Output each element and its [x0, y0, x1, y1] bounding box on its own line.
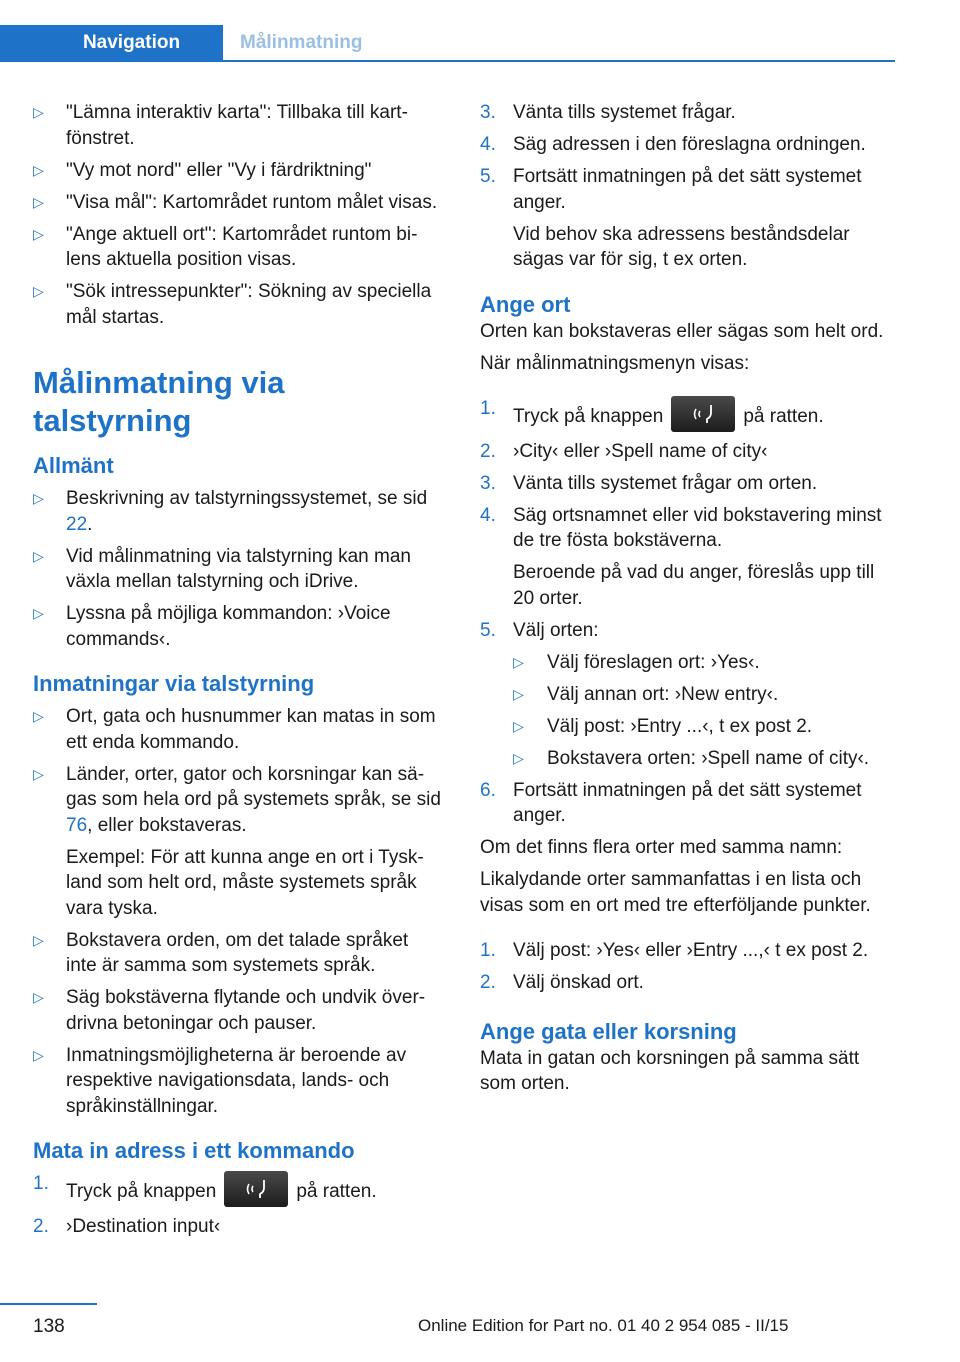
- triangle-bullet-icon: ▷: [513, 685, 524, 702]
- left-column: [33, 100, 443, 1246]
- list-item: ▷ "Ange aktuell ort": Kartområdet runtom bilens aktuella position visas.: [33, 223, 418, 270]
- tab-navigation[interactable]: Navigation: [0, 25, 223, 60]
- triangle-bullet-icon: ▷: [33, 547, 44, 564]
- list-item: ▷ "Lämna interaktiv karta": Tillbaka till kartfönstret.: [33, 102, 408, 149]
- footer-rule: [0, 1303, 97, 1305]
- list-item: ▷ "Sök intressepunkter": Sökning av speciella mål startas.: [33, 281, 432, 328]
- triangle-bullet-icon: ▷: [33, 931, 44, 948]
- triangle-bullet-icon: ▷: [513, 653, 524, 670]
- subsection-ange-gata: Ange gata eller korsning: [480, 1018, 737, 1044]
- triangle-bullet-icon: ▷: [33, 283, 44, 299]
- list-item: ▷ Länder, orter, gator och korsningar kan sägas som hela ord på systemets språk, se sid 76, eller bokstaveras. Exempel: För att kunna ange en ort i Tyskland som helt ord, måste systemets språk vara tyska.: [33, 763, 441, 919]
- list-item: ▷ Välj annan ort: ›New entry‹.: [513, 682, 900, 708]
- paragraph: Likalydande orter sammanfattas i en lista och visas som en ort med tre efterföljande punkter.: [480, 869, 871, 916]
- triangle-bullet-icon: ▷: [513, 749, 524, 766]
- step-item: 3. Vänta tills systemet frågar.: [480, 102, 736, 123]
- triangle-bullet-icon: ▷: [33, 708, 44, 724]
- triangle-bullet-icon: ▷: [33, 605, 44, 621]
- list-item: ▷ "Visa mål": Kartområdet runtom målet visas.: [33, 190, 443, 216]
- triangle-bullet-icon: ▷: [33, 1046, 44, 1063]
- subsection-mata-in: Mata in adress i ett kommando: [33, 1138, 355, 1163]
- step-item: 2. ›Destination input‹: [33, 1215, 221, 1237]
- step-item: 5. Fortsätt inmatningen på det sätt systemet anger. Vid behov ska adressens beståndsdelar sägas var för sig, t ex orten.: [480, 166, 862, 270]
- step-item: 1. Tryck på knappen på ratten.: [480, 396, 900, 432]
- triangle-bullet-icon: ▷: [33, 104, 44, 120]
- triangle-bullet-icon: ▷: [33, 989, 44, 1005]
- right-column: [480, 100, 900, 1103]
- step-item: 4. Säg adressen i den föreslagna ordningen.: [480, 134, 866, 155]
- triangle-bullet-icon: ▷: [33, 193, 44, 210]
- triangle-bullet-icon: ▷: [33, 765, 44, 782]
- tab-malinmatning[interactable]: Målinmatning: [240, 31, 363, 53]
- list-item: ▷ Välj post: ›Entry ...‹, t ex post 2.: [513, 714, 900, 740]
- subsection-allmant: Allmänt: [33, 453, 114, 478]
- list-item: ▷ Ort, gata och husnummer kan matas in som ett enda kommando.: [33, 706, 436, 753]
- list-item: ▷ Vid målinmatning via talstyrning kan man växla mellan talstyrning och iDrive.: [33, 545, 411, 592]
- step-item: 2. Välj önskad ort.: [480, 972, 644, 993]
- page-header: [0, 0, 895, 62]
- step-item: 3. Vänta tills systemet frågar om orten.: [480, 472, 818, 494]
- triangle-bullet-icon: ▷: [33, 161, 44, 178]
- list-item: ▷ Bokstavera orden, om det talade språket inte är samma som systemets språk.: [33, 929, 409, 976]
- paragraph: Om det finns flera orter med samma namn:: [480, 837, 843, 858]
- list-item: ▷ Beskrivning av talstyrningssystemet, se sid 22.: [33, 488, 428, 535]
- step-item: 2. ›City‹ eller ›Spell name of city‹: [480, 440, 768, 462]
- list-item: ▷ Inmatningsmöjligheterna är beroende av respektive navigationsdata, lands- och språkinställningar.: [33, 1044, 407, 1117]
- triangle-bullet-icon: ▷: [33, 490, 44, 506]
- subsection-inmatningar: Inmatningar via talstyrning: [33, 671, 315, 696]
- subsection-ange-ort: Ange ort: [480, 291, 571, 317]
- list-item: ▷ "Vy mot nord" eller "Vy i färdriktning": [33, 158, 443, 184]
- voice-control-button-icon: [224, 1171, 288, 1207]
- step-item: 6. Fortsätt inmatningen på det sätt systemet anger.: [480, 779, 862, 826]
- list-item: ▷ Säg bokstäverna flytande och undvik överdrivna betoningar och pauser.: [33, 987, 426, 1034]
- list-item: ▷ Bokstavera orten: ›Spell name of city‹.: [513, 746, 900, 772]
- paragraph: När målinmatningsmenyn visas:: [480, 352, 750, 374]
- list-item: ▷ Lyssna på möjliga kommandon: ›Voice commands‹.: [33, 603, 391, 650]
- edition-footer: Online Edition for Part no. 01 40 2 954 085 - II/15: [418, 1316, 789, 1335]
- step-item: 5. Välj orten: ▷ Välj föreslagen ort: ›Yes‹. ▷ Välj annan ort: ›New entry‹. ▷ Välj post: ›Entry ...‹, t ex post 2. ▷ Bokstavera orten: ›Spell name of city‹.: [480, 618, 900, 772]
- page-link-22[interactable]: 22: [66, 513, 88, 535]
- paragraph: Mata in gatan och korsningen på samma sätt som orten.: [480, 1047, 860, 1094]
- page-link-76[interactable]: 76: [66, 814, 88, 836]
- section-title: Målinmatning via talstyrning: [33, 365, 285, 438]
- list-item: ▷ Välj föreslagen ort: ›Yes‹.: [513, 650, 900, 676]
- header-rule: [0, 60, 895, 62]
- triangle-bullet-icon: ▷: [513, 717, 524, 734]
- voice-control-button-icon: [671, 396, 735, 432]
- sub-list: [513, 650, 900, 772]
- paragraph: Orten kan bokstaveras eller sägas som helt ord.: [480, 320, 884, 342]
- step-item: 1. Välj post: ›Yes‹ eller ›Entry ...,‹ t ex post 2.: [480, 940, 869, 961]
- page-number: 138: [33, 1316, 65, 1337]
- triangle-bullet-icon: ▷: [33, 225, 44, 242]
- step-item: 1. Tryck på knappen på ratten.: [33, 1171, 443, 1207]
- step-item: 4. Säg ortsnamnet eller vid bokstavering minst de tre fösta bokstäverna. Beroende på vad du anger, föreslås upp till 20 orter.: [480, 504, 882, 609]
